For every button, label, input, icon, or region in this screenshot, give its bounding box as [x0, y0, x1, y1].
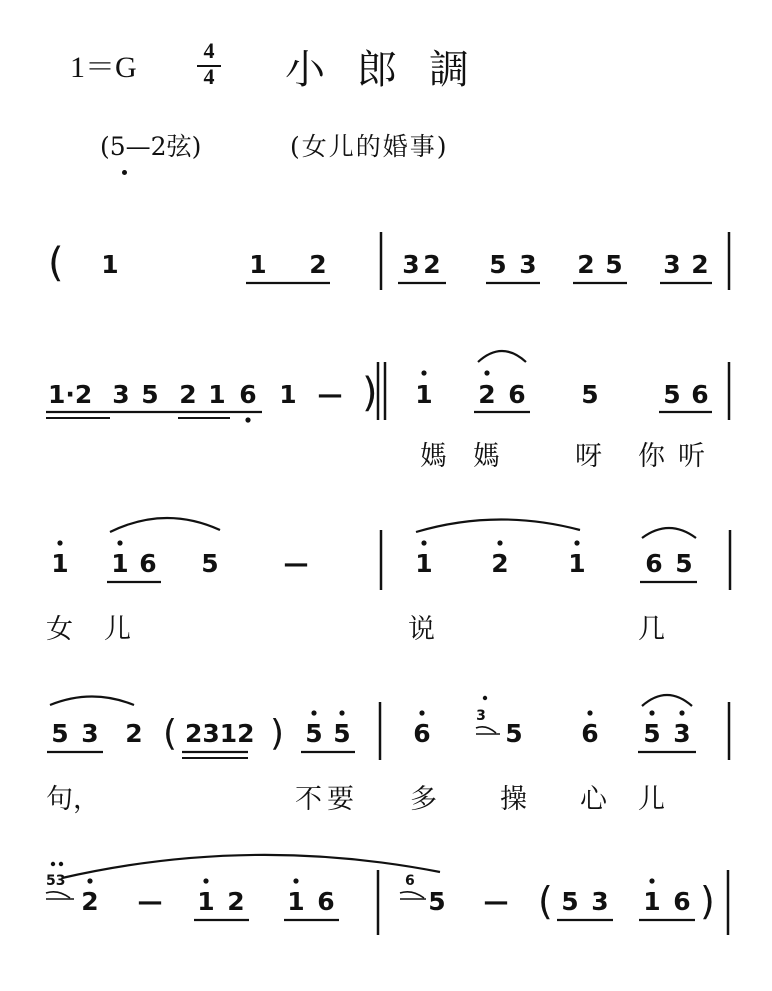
note: 1 — [643, 887, 661, 916]
lyric: 媽 — [473, 441, 500, 472]
high-octave-dot — [419, 710, 424, 715]
time-signature-bottom: 4 — [203, 64, 215, 89]
grace-note: 6 — [405, 873, 415, 889]
song-subtitle: (女儿的婚事) — [290, 132, 449, 161]
grace-octave-dot — [51, 862, 55, 866]
note: 6 — [317, 887, 335, 916]
grace-octave-dot — [59, 862, 63, 866]
time-signature-top: 4 — [203, 38, 215, 63]
grace-slur — [400, 892, 424, 898]
note: 2 — [125, 719, 143, 748]
paren-close: ) — [700, 879, 715, 923]
note: 1 — [249, 250, 267, 279]
grace-slur — [476, 727, 496, 733]
note: 1 — [208, 380, 226, 409]
note: 6 — [139, 549, 157, 578]
note: 5 — [675, 549, 693, 578]
slur-arc — [50, 697, 134, 706]
note: 2 — [577, 250, 595, 279]
tie-arc — [478, 351, 526, 362]
dash: — — [317, 380, 343, 409]
high-octave-dot — [421, 370, 426, 375]
lyric: 你 — [638, 441, 665, 472]
lyric: 多 — [410, 784, 437, 815]
tuning-note: (5—2弦) — [100, 132, 202, 161]
note: 5 — [201, 549, 219, 578]
note: 1 — [287, 887, 305, 916]
slur-paren-open: ( — [48, 240, 64, 286]
lyric: 心 — [580, 784, 607, 815]
high-octave-dot — [57, 540, 62, 545]
lyric: 句， — [46, 784, 100, 815]
lyric: 要 — [327, 784, 354, 815]
song-title: 小郎調 — [285, 47, 501, 93]
grace-note: 53 — [46, 873, 66, 889]
high-octave-dot — [649, 878, 654, 883]
note: 5 — [505, 719, 523, 748]
tie-arc — [642, 695, 692, 706]
high-octave-dot — [293, 878, 298, 883]
note: 5 — [561, 887, 579, 916]
note: 1 — [568, 549, 586, 578]
note: 2 — [227, 887, 245, 916]
note: 3 — [591, 887, 609, 916]
note: 2312 — [185, 719, 255, 748]
note: 2 — [691, 250, 709, 279]
dash: — — [483, 887, 509, 916]
lyric: 儿 — [638, 784, 665, 815]
lyric: 不 — [295, 784, 322, 815]
note: 5 — [141, 380, 159, 409]
high-octave-dot — [421, 540, 426, 545]
note: 1 — [101, 250, 119, 279]
high-octave-dot — [87, 878, 92, 883]
note: 1 — [279, 380, 297, 409]
note: 5 — [333, 719, 351, 748]
note: 1 — [51, 549, 69, 578]
note: 5 — [605, 250, 623, 279]
high-octave-dot — [339, 710, 344, 715]
note: 2 — [81, 887, 99, 916]
high-octave-dot — [574, 540, 579, 545]
lyric: 媽 — [420, 441, 447, 472]
note: 2 — [309, 250, 327, 279]
dash: — — [283, 549, 309, 578]
note: 6 — [239, 380, 257, 409]
note: 2 — [478, 380, 496, 409]
grace-note: 3 — [476, 708, 486, 724]
lyric: 呀 — [575, 441, 602, 472]
tie-arc — [642, 528, 696, 538]
high-octave-dot — [497, 540, 502, 545]
key-signature: 1＝G — [70, 51, 137, 84]
note: 1 — [415, 380, 433, 409]
slur-arc — [62, 855, 440, 878]
lyric: 听 — [678, 441, 705, 472]
note: 5 — [305, 719, 323, 748]
high-octave-dot — [117, 540, 122, 545]
slur-arc — [416, 519, 580, 532]
note: 6 — [691, 380, 709, 409]
note: 3 — [81, 719, 99, 748]
paren-open: ( — [163, 713, 178, 754]
note: 2 — [491, 549, 509, 578]
note: 5 — [51, 719, 69, 748]
lyric: 操 — [500, 784, 527, 815]
note: 6 — [673, 887, 691, 916]
note: 3 — [402, 250, 420, 279]
low-octave-dot — [245, 417, 250, 422]
lyric: 儿 — [104, 614, 131, 645]
paren-open: ( — [538, 879, 553, 923]
note: 5 — [643, 719, 661, 748]
note: 3 — [519, 250, 537, 279]
note: 5 — [581, 380, 599, 409]
high-octave-dot — [484, 370, 489, 375]
lyric: 女 — [46, 614, 73, 645]
high-octave-dot — [311, 710, 316, 715]
note: 2 — [423, 250, 441, 279]
note: 5 — [428, 887, 446, 916]
dash: — — [137, 887, 163, 916]
high-octave-dot — [203, 878, 208, 883]
note: 6 — [508, 380, 526, 409]
note: 1 — [111, 549, 129, 578]
high-octave-dot — [649, 710, 654, 715]
note: 1·2 — [48, 380, 93, 409]
lyric: 说 — [408, 614, 435, 645]
slur-arc — [110, 518, 220, 532]
note: 3 — [673, 719, 691, 748]
note: 1 — [197, 887, 215, 916]
note: 1 — [415, 549, 433, 578]
note: 5 — [663, 380, 681, 409]
paren-close: ) — [270, 713, 285, 754]
note: 6 — [645, 549, 663, 578]
slur-paren-close: ) — [362, 370, 378, 416]
note: 5 — [489, 250, 507, 279]
grace-octave-dot — [483, 696, 487, 700]
grace-slur — [46, 892, 70, 898]
note: 6 — [581, 719, 599, 748]
note: 6 — [413, 719, 431, 748]
note: 3 — [663, 250, 681, 279]
high-octave-dot — [587, 710, 592, 715]
high-octave-dot — [679, 710, 684, 715]
lyric: 几 — [638, 614, 665, 645]
note: 3 — [112, 380, 130, 409]
note: 2 — [179, 380, 197, 409]
